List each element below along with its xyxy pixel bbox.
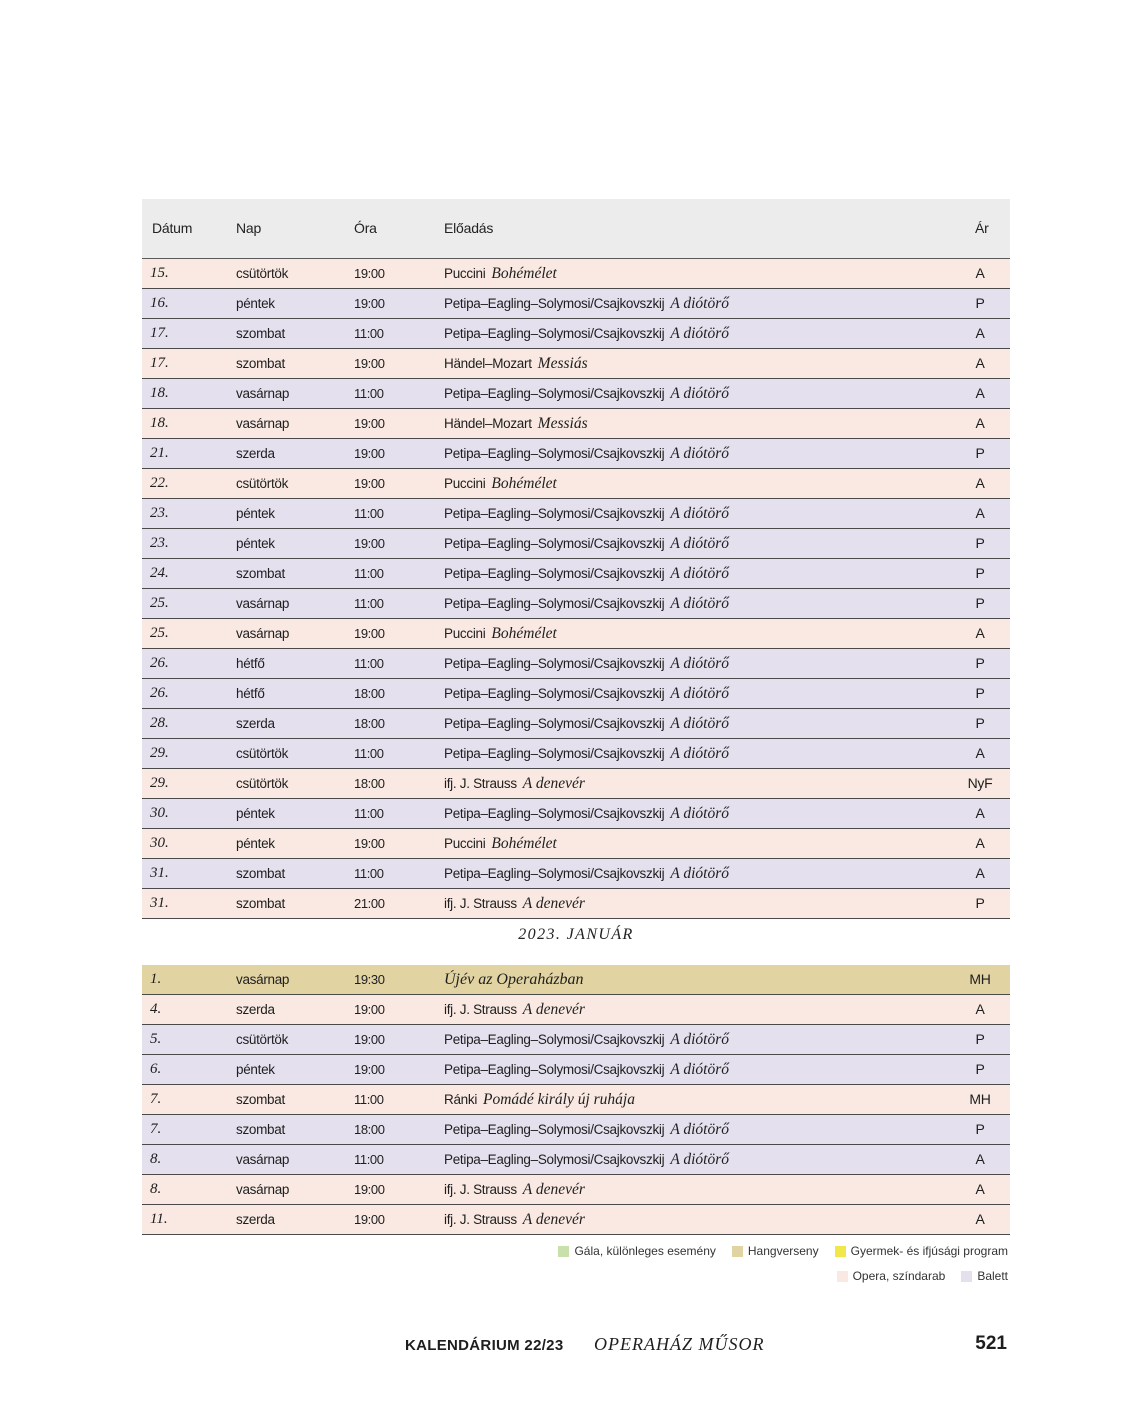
cell-date: 8. <box>150 1151 162 1167</box>
cell-time: 11:00 <box>354 596 384 611</box>
schedule-table-january <box>142 965 1010 1235</box>
cell-show <box>444 829 557 858</box>
swatch-balett <box>961 1271 972 1282</box>
cell-price: A <box>975 325 985 341</box>
show-composer: Petipa–Eagling–Solymosi/Csajkovszkij <box>444 536 665 551</box>
cell-show <box>444 439 729 468</box>
cell-day: péntek <box>236 836 275 851</box>
cell-time: 19:00 <box>354 356 385 371</box>
cell-price: P <box>975 655 985 671</box>
table-row <box>142 679 1010 709</box>
legend-label-gala: Gála, különleges esemény <box>574 1244 716 1258</box>
cell-date: 21. <box>150 445 169 461</box>
cell-day: hétfő <box>236 686 265 701</box>
show-title: A diótörő <box>670 655 730 672</box>
table-row <box>142 995 1010 1025</box>
cell-date: 29. <box>150 775 169 791</box>
cell-price: P <box>975 595 985 611</box>
swatch-opera <box>837 1271 848 1282</box>
table-row <box>142 1115 1010 1145</box>
show-composer: Petipa–Eagling–Solymosi/Csajkovszkij <box>444 446 665 461</box>
show-composer: Petipa–Eagling–Solymosi/Csajkovszkij <box>444 506 665 521</box>
rows-january <box>142 965 1010 1235</box>
show-composer: ifj. J. Strauss <box>444 1182 517 1197</box>
table-row <box>142 499 1010 529</box>
cell-date: 7. <box>150 1091 162 1107</box>
cell-price: P <box>975 1031 985 1047</box>
show-composer: Puccini <box>444 266 486 281</box>
swatch-gyermek <box>835 1246 846 1257</box>
cell-show <box>444 649 729 678</box>
cell-day: szombat <box>236 1092 285 1107</box>
show-composer: Petipa–Eagling–Solymosi/Csajkovszkij <box>444 296 665 311</box>
header-day: Nap <box>236 220 262 236</box>
cell-time: 19:00 <box>354 836 385 851</box>
legend-row-1 <box>558 1244 1008 1258</box>
footer-kalendarium: KALENDÁRIUM 22/23 <box>405 1337 564 1354</box>
cell-day: szerda <box>236 1002 275 1017</box>
cell-price: A <box>975 385 985 401</box>
month-heading: 2023. JANUÁR <box>518 926 634 943</box>
show-title: Bohémélet <box>491 475 557 492</box>
show-title: A diótörő <box>670 295 730 312</box>
table-row <box>142 769 1010 799</box>
show-title: A diótörő <box>670 805 730 822</box>
cell-time: 19:30 <box>354 972 385 987</box>
show-composer: Petipa–Eagling–Solymosi/Csajkovszkij <box>444 656 665 671</box>
cell-time: 19:00 <box>354 476 385 491</box>
legend-row-2 <box>837 1269 1008 1283</box>
legend-label-opera: Opera, színdarab <box>852 1269 946 1283</box>
table-row <box>142 589 1010 619</box>
show-title: A diótörő <box>670 865 730 882</box>
cell-show <box>444 529 729 558</box>
cell-day: péntek <box>236 1062 275 1077</box>
cell-price: A <box>975 805 985 821</box>
show-title: A denevér <box>522 1001 585 1018</box>
cell-price: A <box>975 1151 985 1167</box>
show-composer: Petipa–Eagling–Solymosi/Csajkovszkij <box>444 746 665 761</box>
cell-time: 11:00 <box>354 1152 384 1167</box>
swatch-gala <box>558 1246 569 1257</box>
show-title: A diótörő <box>670 325 730 342</box>
cell-date: 1. <box>150 971 162 987</box>
cell-day: csütörtök <box>236 746 289 761</box>
legend-item-hangverseny <box>732 1244 819 1258</box>
schedule-table-december <box>142 199 1010 919</box>
cell-time: 11:00 <box>354 566 384 581</box>
cell-show <box>444 859 729 888</box>
cell-time: 11:00 <box>354 656 384 671</box>
cell-date: 29. <box>150 745 169 761</box>
cell-day: szerda <box>236 1212 275 1227</box>
table-row <box>142 529 1010 559</box>
cell-price: A <box>975 265 985 281</box>
table-header <box>142 199 1010 259</box>
cell-show <box>444 799 729 828</box>
table-row <box>142 349 1010 379</box>
show-composer: Petipa–Eagling–Solymosi/Csajkovszkij <box>444 566 665 581</box>
table-row <box>142 559 1010 589</box>
table-row <box>142 619 1010 649</box>
cell-date: 17. <box>150 325 169 341</box>
cell-time: 11:00 <box>354 806 384 821</box>
cell-date: 31. <box>150 865 169 881</box>
cell-price: A <box>975 1001 985 1017</box>
cell-time: 11:00 <box>354 1092 384 1107</box>
table-row <box>142 1145 1010 1175</box>
show-composer: Händel–Mozart <box>444 416 532 431</box>
cell-day: vasárnap <box>236 1182 290 1197</box>
show-title: A diótörő <box>670 1061 730 1078</box>
footer-section: OPERAHÁZ MŰSOR <box>594 1334 765 1354</box>
cell-show <box>444 889 585 918</box>
cell-price: A <box>975 415 985 431</box>
cell-price: MH <box>969 1091 991 1107</box>
header-time: Óra <box>354 220 377 236</box>
cell-date: 16. <box>150 295 169 311</box>
show-composer: ifj. J. Strauss <box>444 1212 517 1227</box>
table-row <box>142 1085 1010 1115</box>
cell-show <box>444 319 729 348</box>
cell-time: 19:00 <box>354 266 385 281</box>
cell-price: A <box>975 1181 985 1197</box>
cell-date: 23. <box>150 535 169 551</box>
legend-item-gala <box>558 1244 715 1258</box>
cell-time: 19:00 <box>354 1062 385 1077</box>
show-composer: ifj. J. Strauss <box>444 1002 517 1017</box>
cell-time: 11:00 <box>354 746 384 761</box>
show-composer: Puccini <box>444 626 486 641</box>
table-row <box>142 709 1010 739</box>
cell-price: P <box>975 1061 985 1077</box>
cell-time: 19:00 <box>354 416 385 431</box>
cell-day: hétfő <box>236 656 265 671</box>
show-composer: Petipa–Eagling–Solymosi/Csajkovszkij <box>444 386 665 401</box>
cell-price: P <box>975 685 985 701</box>
show-title: Bohémélet <box>491 625 557 642</box>
cell-time: 19:00 <box>354 536 385 551</box>
cell-price: P <box>975 895 985 911</box>
cell-show <box>444 1175 585 1204</box>
cell-show <box>444 1085 635 1114</box>
swatch-hangverseny <box>732 1246 743 1257</box>
legend-item-balett <box>961 1269 1008 1283</box>
cell-price: A <box>975 745 985 761</box>
cell-date: 30. <box>150 835 169 851</box>
cell-time: 19:00 <box>354 1032 385 1047</box>
cell-date: 23. <box>150 505 169 521</box>
cell-show <box>444 1205 585 1234</box>
cell-price: A <box>975 355 985 371</box>
show-title: A denevér <box>522 1181 585 1198</box>
table-row <box>142 469 1010 499</box>
cell-day: péntek <box>236 296 275 311</box>
cell-time: 19:00 <box>354 626 385 641</box>
table-row <box>142 859 1010 889</box>
rows-december <box>142 259 1010 919</box>
cell-time: 11:00 <box>354 326 384 341</box>
cell-day: szombat <box>236 866 285 881</box>
show-composer: Petipa–Eagling–Solymosi/Csajkovszkij <box>444 686 665 701</box>
header-date: Dátum <box>152 220 193 236</box>
show-title: A diótörő <box>670 745 730 762</box>
cell-day: szombat <box>236 326 285 341</box>
cell-time: 11:00 <box>354 866 384 881</box>
cell-date: 25. <box>150 625 169 641</box>
cell-price: P <box>975 565 985 581</box>
cell-day: vasárnap <box>236 1152 290 1167</box>
cell-price: NyF <box>967 775 993 791</box>
cell-price: A <box>975 625 985 641</box>
page-footer <box>0 1333 1123 1359</box>
cell-day: vasárnap <box>236 416 290 431</box>
show-title: A diótörő <box>670 445 730 462</box>
cell-time: 19:00 <box>354 446 385 461</box>
cell-date: 4. <box>150 1001 162 1017</box>
cell-day: vasárnap <box>236 386 290 401</box>
show-composer: Petipa–Eagling–Solymosi/Csajkovszkij <box>444 716 665 731</box>
cell-day: csütörtök <box>236 1032 289 1047</box>
show-composer: Puccini <box>444 836 486 851</box>
show-title: A diótörő <box>670 385 730 402</box>
show-composer: Petipa–Eagling–Solymosi/Csajkovszkij <box>444 1062 665 1077</box>
cell-show <box>444 379 729 408</box>
cell-time: 11:00 <box>354 506 384 521</box>
show-title: Messiás <box>537 415 588 432</box>
table-row <box>142 739 1010 769</box>
cell-show <box>444 469 557 498</box>
table-row <box>142 965 1010 995</box>
cell-show <box>444 1055 729 1084</box>
header-price: Ár <box>975 220 989 236</box>
cell-price: P <box>975 445 985 461</box>
show-title: A denevér <box>522 895 585 912</box>
cell-date: 25. <box>150 595 169 611</box>
table-row <box>142 799 1010 829</box>
legend-label-gyermek: Gyermek- és ifjúsági program <box>850 1244 1008 1258</box>
cell-show <box>444 619 557 648</box>
cell-time: 21:00 <box>354 896 385 911</box>
cell-show <box>444 679 729 708</box>
cell-day: péntek <box>236 806 275 821</box>
table-row <box>142 289 1010 319</box>
show-composer: Petipa–Eagling–Solymosi/Csajkovszkij <box>444 1122 665 1137</box>
show-composer: Händel–Mozart <box>444 356 532 371</box>
legend-label-balett: Balett <box>977 1269 1008 1283</box>
show-title: A diótörő <box>670 565 730 582</box>
cell-day: vasárnap <box>236 972 290 987</box>
show-title: A denevér <box>522 1211 585 1228</box>
table-row <box>142 259 1010 289</box>
cell-day: vasárnap <box>236 596 290 611</box>
cell-day: csütörtök <box>236 776 289 791</box>
show-title: Bohémélet <box>491 835 557 852</box>
cell-date: 18. <box>150 415 169 431</box>
show-composer: ifj. J. Strauss <box>444 776 517 791</box>
cell-price: P <box>975 295 985 311</box>
show-composer: Ránki <box>444 1092 478 1107</box>
cell-show <box>444 289 729 318</box>
show-title: A diótörő <box>670 505 730 522</box>
cell-show <box>444 349 588 378</box>
cell-day: szombat <box>236 896 285 911</box>
cell-date: 5. <box>150 1031 162 1047</box>
cell-show <box>444 559 729 588</box>
cell-date: 30. <box>150 805 169 821</box>
cell-date: 6. <box>150 1061 162 1077</box>
cell-price: P <box>975 715 985 731</box>
cell-show <box>444 739 729 768</box>
cell-time: 18:00 <box>354 716 385 731</box>
table-row <box>142 439 1010 469</box>
table-row <box>142 1055 1010 1085</box>
show-composer: Petipa–Eagling–Solymosi/Csajkovszkij <box>444 806 665 821</box>
cell-show <box>444 259 557 288</box>
cell-date: 26. <box>150 655 169 671</box>
show-title: Bohémélet <box>491 265 557 282</box>
cell-date: 26. <box>150 685 169 701</box>
show-title: Pomádé király új ruhája <box>483 1091 635 1108</box>
table-row <box>142 829 1010 859</box>
cell-show <box>444 995 585 1024</box>
cell-date: 15. <box>150 265 169 281</box>
cell-price: A <box>975 1211 985 1227</box>
cell-price: MH <box>969 971 991 987</box>
show-composer: ifj. J. Strauss <box>444 896 517 911</box>
cell-show <box>444 769 585 798</box>
cell-show <box>444 1115 729 1144</box>
show-title: Újév az Operaházban <box>444 971 584 988</box>
cell-date: 11. <box>150 1211 168 1227</box>
cell-time: 18:00 <box>354 1122 385 1137</box>
cell-day: szerda <box>236 716 275 731</box>
cell-day: péntek <box>236 506 275 521</box>
cell-day: péntek <box>236 536 275 551</box>
cell-show <box>444 1025 729 1054</box>
show-composer: Petipa–Eagling–Solymosi/Csajkovszkij <box>444 596 665 611</box>
cell-price: A <box>975 475 985 491</box>
cell-date: 31. <box>150 895 169 911</box>
legend-item-gyermek <box>835 1244 1008 1258</box>
cell-time: 18:00 <box>354 686 385 701</box>
cell-price: A <box>975 835 985 851</box>
cell-date: 17. <box>150 355 169 371</box>
table-row <box>142 1025 1010 1055</box>
cell-show <box>444 709 729 738</box>
show-title: A diótörő <box>670 595 730 612</box>
cell-time: 18:00 <box>354 776 385 791</box>
cell-date: 8. <box>150 1181 162 1197</box>
cell-day: szombat <box>236 356 285 371</box>
cell-day: szombat <box>236 1122 285 1137</box>
cell-day: vasárnap <box>236 626 290 641</box>
table-row <box>142 1205 1010 1235</box>
cell-time: 19:00 <box>354 296 385 311</box>
table-row <box>142 1175 1010 1205</box>
cell-day: szombat <box>236 566 285 581</box>
cell-show <box>444 1145 729 1174</box>
cell-time: 19:00 <box>354 1182 385 1197</box>
cell-date: 7. <box>150 1121 162 1137</box>
show-title: A diótörő <box>670 685 730 702</box>
cell-show <box>444 409 588 438</box>
show-title: A denevér <box>522 775 585 792</box>
legend-label-hangverseny: Hangverseny <box>747 1244 819 1258</box>
cell-date: 24. <box>150 565 169 581</box>
table-row <box>142 379 1010 409</box>
cell-price: P <box>975 535 985 551</box>
table-row <box>142 889 1010 919</box>
header-show: Előadás <box>444 220 494 236</box>
cell-time: 11:00 <box>354 386 384 401</box>
cell-date: 28. <box>150 715 169 731</box>
table-row <box>142 319 1010 349</box>
table-row <box>142 409 1010 439</box>
show-title: A diótörő <box>670 1151 730 1168</box>
show-composer: Petipa–Eagling–Solymosi/Csajkovszkij <box>444 866 665 881</box>
show-title: A diótörő <box>670 715 730 732</box>
table-row <box>142 649 1010 679</box>
cell-price: A <box>975 865 985 881</box>
show-composer: Petipa–Eagling–Solymosi/Csajkovszkij <box>444 1032 665 1047</box>
legend-item-opera <box>837 1269 946 1283</box>
cell-show <box>444 589 729 618</box>
show-composer: Petipa–Eagling–Solymosi/Csajkovszkij <box>444 1152 665 1167</box>
cell-day: szerda <box>236 446 275 461</box>
show-composer: Petipa–Eagling–Solymosi/Csajkovszkij <box>444 326 665 341</box>
cell-show <box>444 965 584 994</box>
cell-date: 22. <box>150 475 169 491</box>
cell-date: 18. <box>150 385 169 401</box>
cell-price: P <box>975 1121 985 1137</box>
cell-time: 19:00 <box>354 1002 385 1017</box>
show-title: Messiás <box>537 355 588 372</box>
show-title: A diótörő <box>670 1031 730 1048</box>
show-title: A diótörő <box>670 535 730 552</box>
cell-day: csütörtök <box>236 266 289 281</box>
show-composer: Puccini <box>444 476 486 491</box>
cell-time: 19:00 <box>354 1212 385 1227</box>
page-number: 521 <box>975 1333 1007 1354</box>
cell-show <box>444 499 729 528</box>
show-title: A diótörő <box>670 1121 730 1138</box>
cell-day: csütörtök <box>236 476 289 491</box>
cell-price: A <box>975 505 985 521</box>
